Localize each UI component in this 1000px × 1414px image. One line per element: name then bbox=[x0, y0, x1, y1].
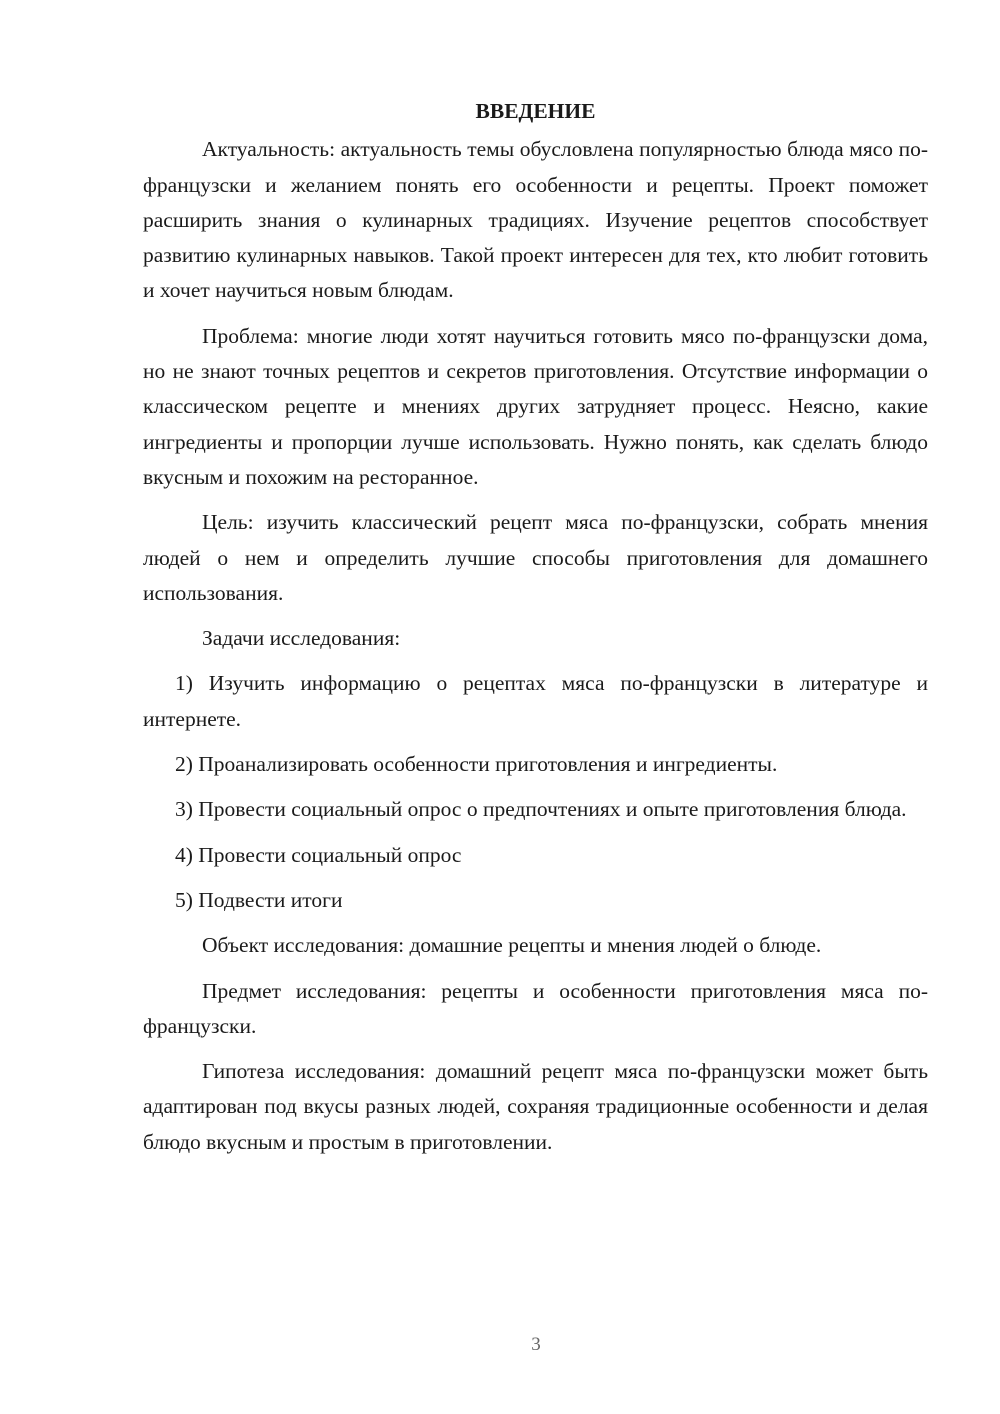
problem-paragraph: Проблема: многие люди хотят научиться готовить мясо по-французски дома, но не знают точных рецептов и секретов приготовления. Отсутствие информации о классическом рецепте и мнениях других затрудняет процесс. Неясно, какие ингредиенты и пропорции лучше использовать. Нужно понять, как сделать блюдо вкусным и похожим на ресторанное. bbox=[143, 323, 928, 489]
hypothesis-paragraph: Гипотеза исследования: домашний рецепт мяса по-французски может быть адаптирован под вкусы разных людей, сохраняя традиционные особенности и делая блюдо вкусным и простым в приготовлении. bbox=[143, 1059, 928, 1154]
tasks-heading: Задачи исследования: bbox=[202, 626, 401, 651]
section-heading: ВВЕДЕНИЕ bbox=[475, 99, 596, 123]
task-item-4: 4) Провести социальный опрос bbox=[175, 842, 462, 867]
task-item-2: 2) Проанализировать особенности приготовления и ингредиенты. bbox=[175, 752, 778, 777]
task-item-5: 5) Подвести итоги bbox=[175, 887, 343, 912]
task-item-1: 1) Изучить информацию о рецептах мяса по-французски в литературе и интернете. bbox=[143, 671, 928, 731]
relevance-paragraph: Актуальность: актуальность темы обусловлена популярностью блюда мясо по-французски и желанием понять его особенности и рецепты. Проект поможет расширить знания о кулинарных традициях. Изучение рецептов способствует развитию кулинарных навыков. Такой проект интересен для тех, кто любит готовить и хочет научиться новым блюдам. bbox=[143, 137, 928, 303]
page-content bbox=[143, 94, 928, 1170]
research-object-paragraph: Объект исследования: домашние рецепты и мнения людей о блюде. bbox=[202, 933, 822, 958]
task-item-3: 3) Провести социальный опрос о предпочтениях и опыте приготовления блюда. bbox=[175, 797, 907, 822]
goal-paragraph: Цель: изучить классический рецепт мяса по-французски, собрать мнения людей о нем и определить лучшие способы приготовления для домашнего использования. bbox=[143, 510, 928, 605]
research-subject-paragraph: Предмет исследования: рецепты и особенности приготовления мяса по-французски. bbox=[143, 978, 928, 1038]
page-number: 3 bbox=[531, 1334, 541, 1355]
